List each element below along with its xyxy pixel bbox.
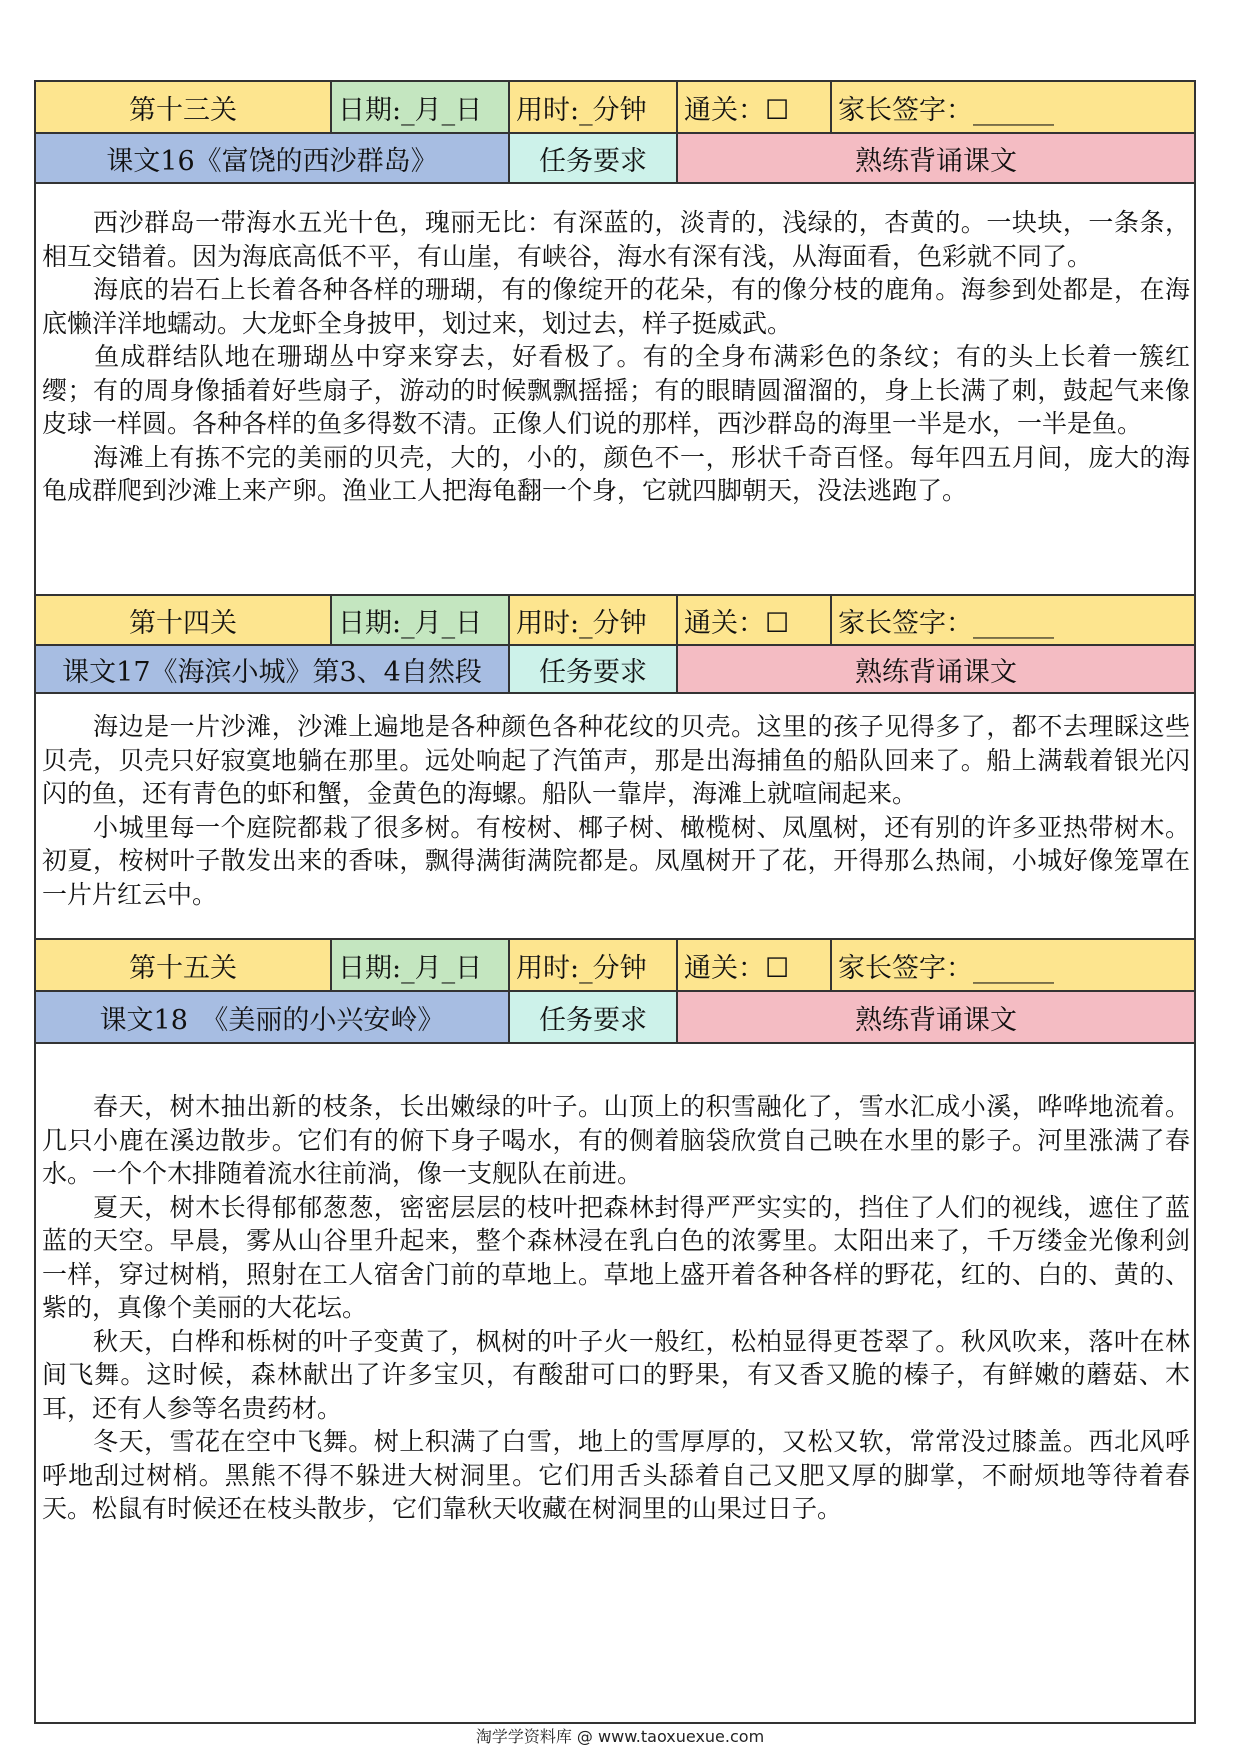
lesson-title: 课文18 《美丽的小兴安岭》: [36, 992, 510, 1042]
parent-signature-field: 家长签字：______: [832, 82, 1194, 132]
lesson-title: 课文16《富饶的西沙群岛》: [36, 134, 510, 182]
time-field: 用时:_分钟: [510, 82, 678, 132]
date-field: 日期:_月_日: [332, 596, 510, 644]
paragraph: 夏天，树木长得郁郁葱葱，密密层层的枝叶把森林封得严严实实的，挡住了人们的视线，遮住了蓝蓝的天空。早晨，雾从山谷里升起来，整个森林浸在乳白色的浓雾里。太阳出来了，千万缕金光像利剑一样，穿过树梢，照射在工人宿舍门前的草地上。草地上盛开着各种各样的野花，红的、白的、黄的、紫的，真像个美丽的大花坛。: [42, 1192, 1190, 1322]
paragraph: 春天，树木抽出新的枝条，长出嫩绿的叶子。山顶上的积雪融化了，雪水汇成小溪，哗哗地流着。几只小鹿在溪边散步。它们有的俯下身子喝水，有的侧着脑袋欣赏自己映在水里的影子。河里涨满了春水。一个个木排随着流水往前淌，像一支舰队在前进。: [42, 1092, 1190, 1188]
paragraph: 小城里每一个庭院都栽了很多树。有桉树、椰子树、橄榄树、凤凰树，还有别的许多亚热带树木。初夏，桉树叶子散发出来的香味，飘得满街满院都是。凤凰树开了花，开得那么热闹，小城好像笼罩在一片片红云中。: [42, 812, 1190, 909]
parent-signature-field: 家长签字：______: [832, 596, 1194, 644]
paragraph: 冬天，雪花在空中飞舞。树上积满了白雪，地上的雪厚厚的，又松又软，常常没过膝盖。西北风呼呼地刮过树梢。黑熊不得不躲进大树洞里。它们用舌头舔着自己又肥又厚的脚掌，不耐烦地等待着春天。松鼠有时候还在枝头散步，它们靠秋天收藏在树洞里的山果过日子。: [42, 1427, 1190, 1523]
level-14-lesson-row: [36, 646, 1194, 694]
task-label: 任务要求: [510, 134, 678, 182]
paragraph: 秋天，白桦和栎树的叶子变黄了，枫树的叶子火一般红，松柏显得更苍翠了。秋风吹来，落叶在林间飞舞。这时候，森林献出了许多宝贝，有酸甜可口的野果，有又香又脆的榛子，有鲜嫩的蘑菇、木耳，还有人参等名贵药材。: [42, 1326, 1190, 1423]
level-title: 第十三关: [36, 82, 332, 132]
pass-checkbox[interactable]: 通关：☐: [678, 940, 832, 990]
level-14-text-row: [36, 694, 1194, 940]
level-15-text-row: [36, 1044, 1194, 1722]
level-14-header-row: [36, 596, 1194, 646]
paragraph: 海滩上有拣不完的美丽的贝壳，大的，小的，颜色不一，形状千奇百怪。每年四五月间，庞大的海龟成群爬到沙滩上来产卵。渔业工人把海龟翻一个身，它就四脚朝天，没法逃跑了。: [42, 442, 1190, 505]
footer-watermark: 淘学学资料库 @ www.taoxuexue.com: [475, 1727, 765, 1746]
lesson-text: [42, 710, 1190, 911]
level-13-text-row: [36, 184, 1194, 596]
level-title: 第十五关: [36, 940, 332, 990]
date-field: 日期:_月_日: [332, 82, 510, 132]
worksheet-frame: [34, 80, 1196, 1724]
task-label: 任务要求: [510, 646, 678, 692]
time-field: 用时:_分钟: [510, 596, 678, 644]
date-field: 日期:_月_日: [332, 940, 510, 990]
time-field: 用时:_分钟: [510, 940, 678, 990]
paragraph: 海边是一片沙滩，沙滩上遍地是各种颜色各种花纹的贝壳。这里的孩子见得多了，都不去理睬这些贝壳，贝壳只好寂寞地躺在那里。远处响起了汽笛声，那是出海捕鱼的船队回来了。船上满载着银光闪闪的鱼，还有青色的虾和蟹，金黄色的海螺。船队一靠岸，海滩上就喧闹起来。: [42, 712, 1190, 808]
task-requirement: 熟练背诵课文: [678, 992, 1194, 1042]
paragraph: 西沙群岛一带海水五光十色，瑰丽无比：有深蓝的，淡青的，浅绿的，杏黄的。一块块，一条条，相互交错着。因为海底高低不平，有山崖，有峡谷，海水有深有浅，从海面看，色彩就不同了。: [42, 208, 1190, 271]
pass-checkbox[interactable]: 通关：☐: [678, 596, 832, 644]
task-requirement: 熟练背诵课文: [678, 134, 1194, 182]
task-label: 任务要求: [510, 992, 678, 1042]
level-13-lesson-row: [36, 134, 1194, 184]
level-15-lesson-row: [36, 992, 1194, 1044]
lesson-text: [42, 206, 1190, 508]
level-title: 第十四关: [36, 596, 332, 644]
paragraph: 鱼成群结队地在珊瑚丛中穿来穿去，好看极了。有的全身布满彩色的条纹；有的头上长着一簇红缨；有的周身像插着好些扇子，游动的时候飘飘摇摇；有的眼睛圆溜溜的，身上长满了刺，鼓起气来像皮球一样圆。各种各样的鱼多得数不清。正像人们说的那样，西沙群岛的海里一半是水，一半是鱼。: [42, 342, 1190, 438]
level-15-header-row: [36, 940, 1194, 992]
task-requirement: 熟练背诵课文: [678, 646, 1194, 692]
lesson-title: 课文17《海滨小城》第3、4自然段: [36, 646, 510, 692]
paragraph: 海底的岩石上长着各种各样的珊瑚，有的像绽开的花朵，有的像分枝的鹿角。海参到处都是，在海底懒洋洋地蠕动。大龙虾全身披甲，划过来，划过去，样子挺威武。: [42, 275, 1190, 338]
lesson-text: [42, 1090, 1190, 1526]
parent-signature-field: 家长签字：______: [832, 940, 1194, 990]
pass-checkbox[interactable]: 通关：☐: [678, 82, 832, 132]
level-13-header-row: [36, 82, 1194, 134]
